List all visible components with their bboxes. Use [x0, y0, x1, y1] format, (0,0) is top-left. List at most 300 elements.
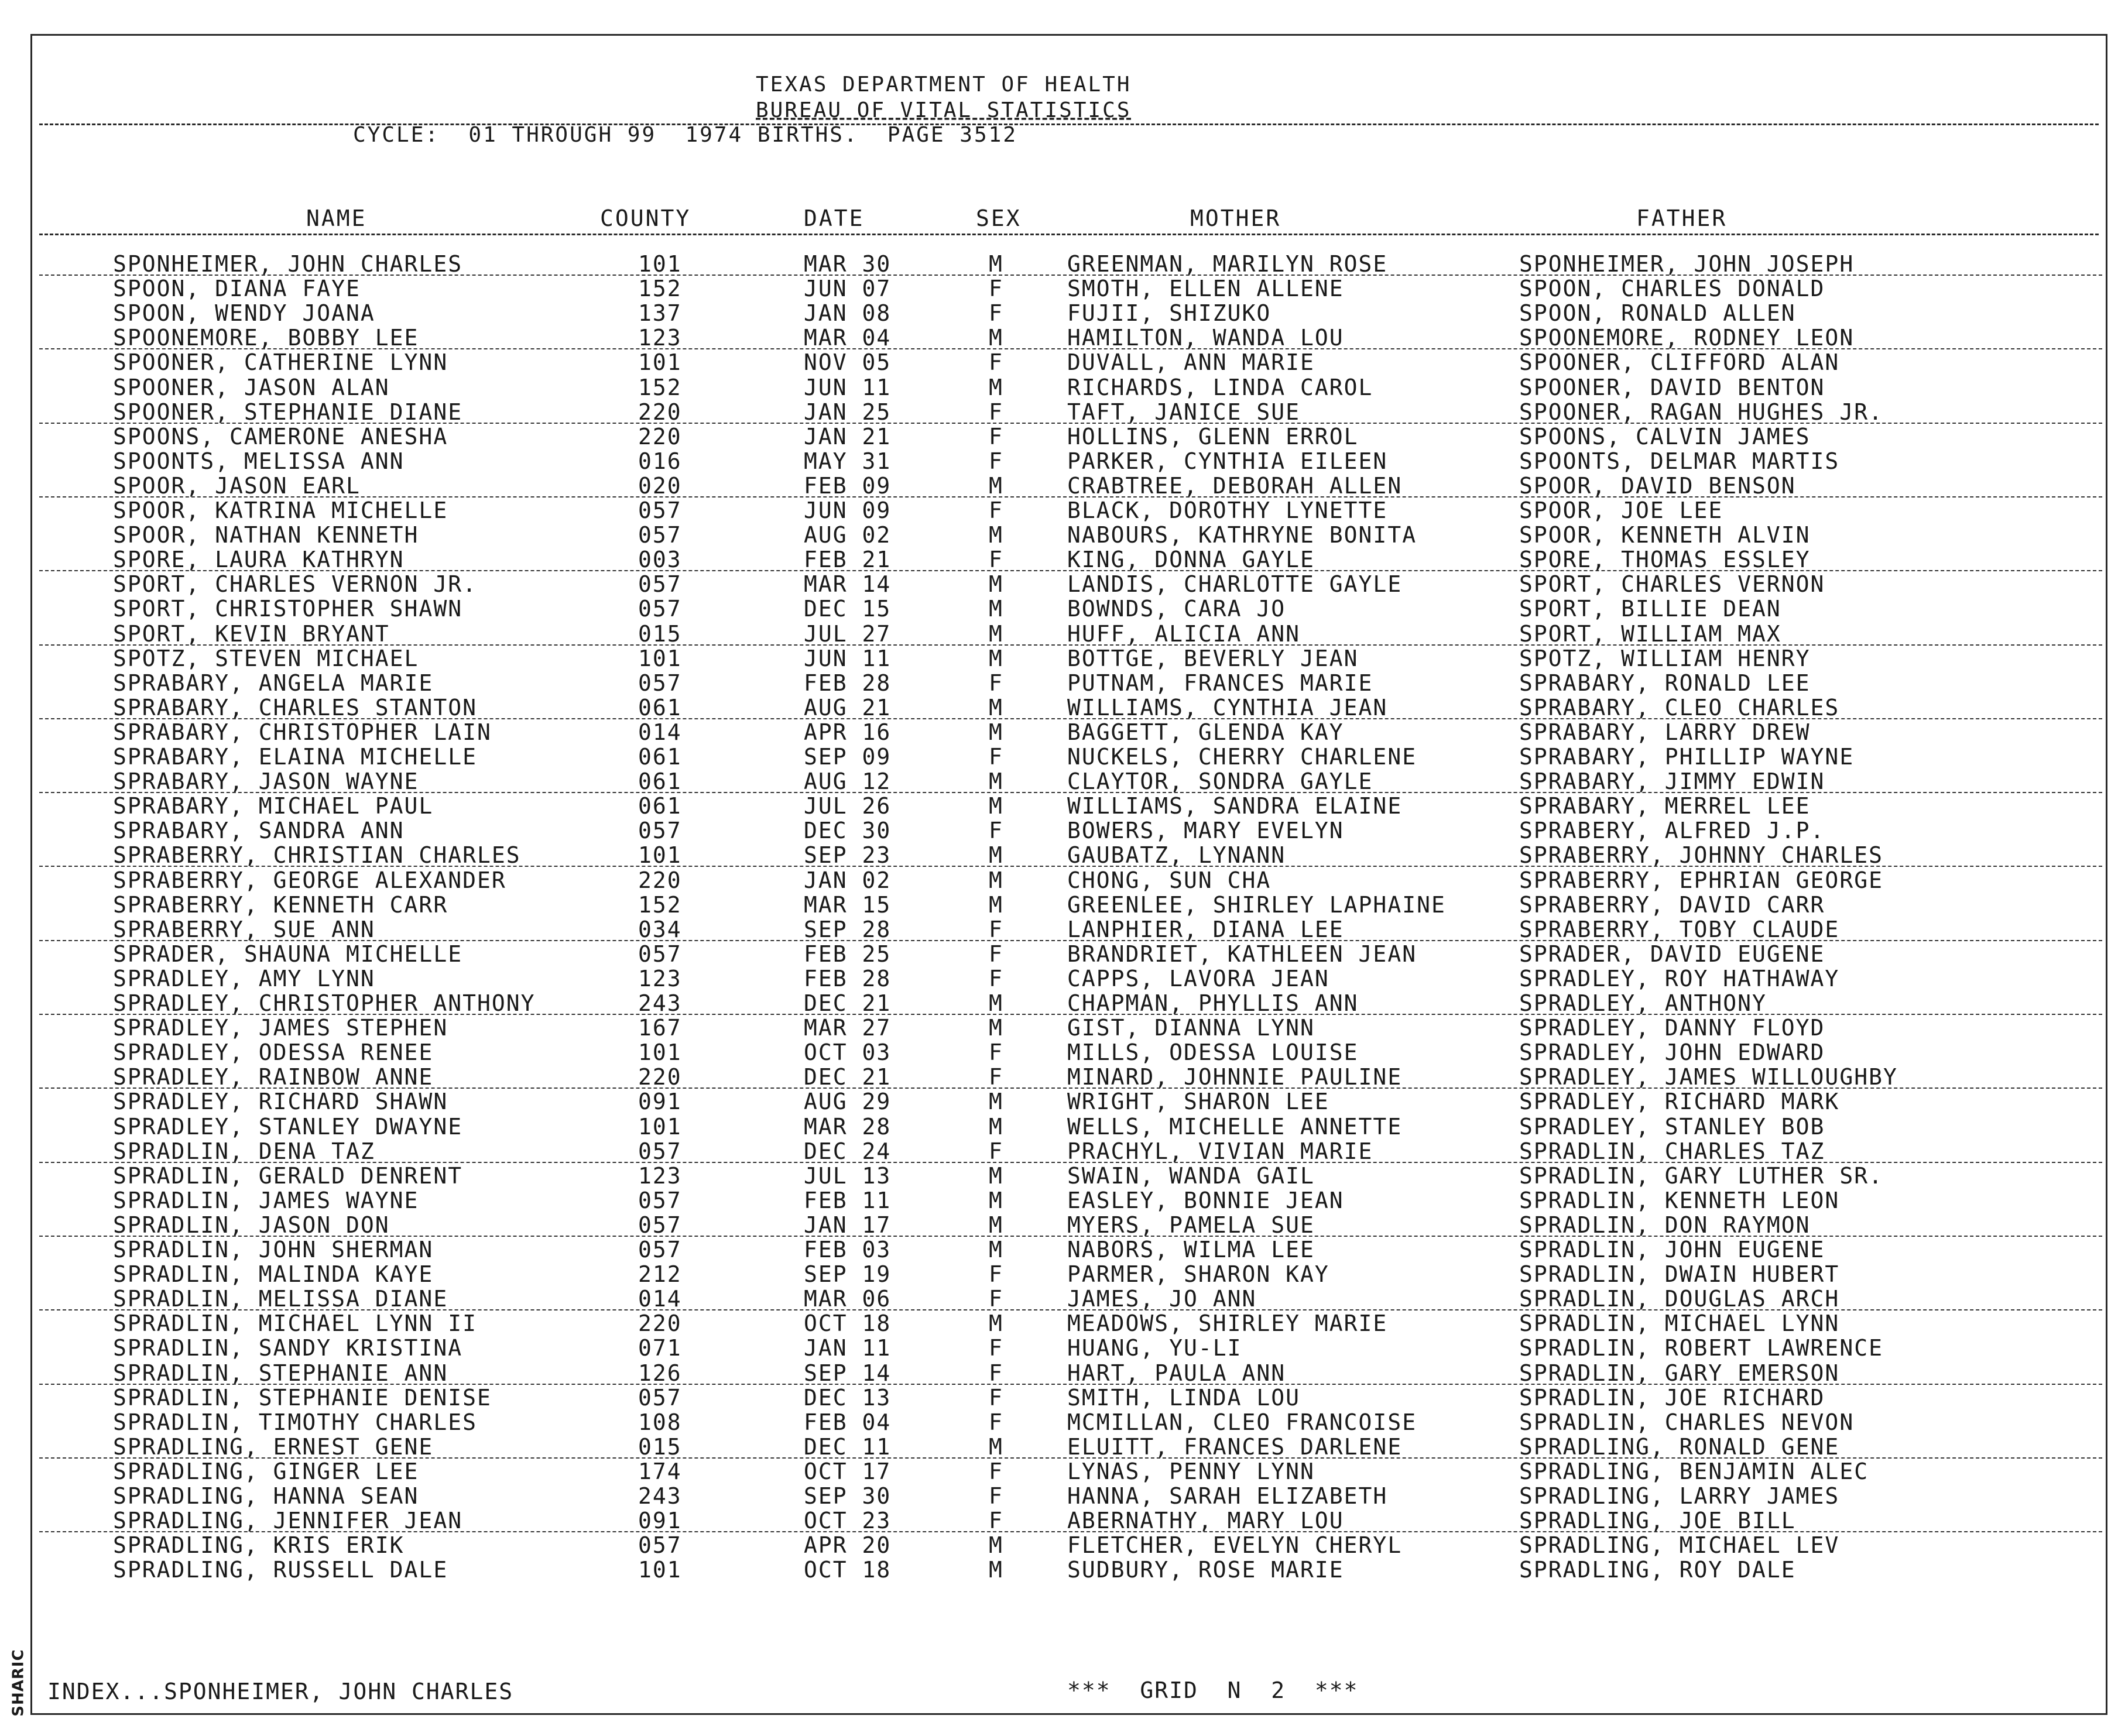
record-name: SPORT, CHRISTOPHER SHAWN	[113, 596, 463, 622]
record-county: 057	[638, 670, 682, 696]
record-mother: MEADOWS, SHIRLEY MARIE	[1067, 1310, 1388, 1337]
record-name: SPOTZ, STEVEN MICHAEL	[113, 645, 419, 671]
side-label-text: SHARIC	[9, 1649, 28, 1717]
record-father: SPRADLEY, ROY HATHAWAY	[1519, 965, 1840, 991]
record-name: SPRABERRY, KENNETH CARR	[113, 891, 448, 918]
table-row	[32, 696, 2109, 721]
record-sex: F	[989, 916, 1003, 942]
table-row	[32, 918, 2109, 942]
record-mother: EASLEY, BONNIE JEAN	[1067, 1187, 1344, 1213]
record-father: SPRADLEY, STANLEY BOB	[1519, 1113, 1825, 1140]
record-sex: F	[989, 670, 1003, 696]
record-father: SPRADLIN, KENNETH LEON	[1519, 1187, 1840, 1213]
record-county: 057	[638, 1212, 682, 1238]
record-date: FEB 04	[804, 1409, 892, 1435]
record-mother: ABERNATHY, MARY LOU	[1067, 1508, 1344, 1534]
record-father: SPRADLEY, JOHN EDWARD	[1519, 1039, 1825, 1066]
table-row	[32, 376, 2109, 400]
record-date: DEC 24	[804, 1138, 892, 1164]
record-mother: LYNAS, PENNY LYNN	[1067, 1458, 1315, 1484]
record-date: OCT 18	[804, 1310, 892, 1337]
record-name: SPRABARY, ELAINA MICHELLE	[113, 744, 477, 770]
record-father: SPRADLING, BENJAMIN ALEC	[1519, 1458, 1869, 1484]
record-name: SPRADLING, KRIS ERIK	[113, 1532, 405, 1559]
record-date: DEC 30	[804, 818, 892, 844]
record-county: 137	[638, 300, 682, 327]
record-county: 015	[638, 1433, 682, 1460]
record-sex: M	[989, 1557, 1003, 1583]
record-date: JUL 26	[804, 793, 892, 819]
record-date: FEB 11	[804, 1187, 892, 1213]
table-row	[32, 474, 2109, 499]
record-mother: NUCKELS, CHERRY CHARLENE	[1067, 744, 1417, 770]
record-father: SPRADLIN, JOHN EUGENE	[1519, 1237, 1825, 1262]
record-father: SPRADLING, ROY DALE	[1519, 1557, 1796, 1583]
record-county: 061	[638, 694, 682, 721]
record-county: 101	[638, 1557, 682, 1583]
record-date: MAR 06	[804, 1286, 892, 1312]
record-sex: F	[989, 1335, 1003, 1361]
record-county: 152	[638, 374, 682, 400]
record-date: JAN 02	[804, 867, 892, 893]
table-row	[32, 1386, 2109, 1411]
record-mother: WILLIAMS, SANDRA ELAINE	[1067, 793, 1403, 819]
record-mother: MINARD, JOHNNIE PAULINE	[1067, 1064, 1403, 1090]
record-sex: M	[989, 1237, 1003, 1262]
record-father: SPOOR, DAVID BENSON	[1519, 472, 1796, 499]
table-row	[32, 1238, 2109, 1262]
record-date: JAN 25	[804, 399, 892, 425]
record-county: 016	[638, 448, 682, 474]
record-sex: M	[989, 990, 1003, 1016]
record-father: SPRABERRY, EPHRIAN GEORGE	[1519, 867, 1883, 893]
table-row	[32, 843, 2109, 868]
table-row	[32, 745, 2109, 770]
record-name: SPRADLING, HANNA SEAN	[113, 1483, 419, 1509]
table-row	[32, 991, 2109, 1016]
record-father: SPRADLING, RONALD GENE	[1519, 1433, 1840, 1460]
record-father: SPRADLIN, JOE RICHARD	[1519, 1384, 1825, 1411]
table-row	[32, 572, 2109, 597]
table-row	[32, 1016, 2109, 1041]
record-mother: WELLS, MICHELLE ANNETTE	[1067, 1113, 1403, 1140]
record-sex: F	[989, 941, 1003, 967]
record-date: SEP 09	[804, 744, 892, 770]
record-date: MAR 14	[804, 571, 892, 598]
record-sex: M	[989, 1015, 1003, 1041]
record-sex: F	[989, 423, 1003, 450]
record-mother: LANPHIER, DIANA LEE	[1067, 916, 1344, 942]
record-father: SPORT, WILLIAM MAX	[1519, 620, 1781, 647]
record-sex: F	[989, 1286, 1003, 1312]
record-name: SPOON, WENDY JOANA	[113, 300, 375, 327]
table-row	[32, 647, 2109, 671]
record-sex: F	[989, 498, 1003, 523]
record-mother: HART, PAULA ANN	[1067, 1360, 1286, 1386]
record-mother: CHAPMAN, PHYLLIS ANN	[1067, 990, 1359, 1016]
record-father: SPOOR, JOE LEE	[1519, 498, 1723, 523]
record-father: SPRABARY, RONALD LEE	[1519, 670, 1811, 696]
table-row	[32, 523, 2109, 548]
record-mother: HOLLINS, GLENN ERROL	[1067, 423, 1359, 450]
record-father: SPRABARY, JIMMY EDWIN	[1519, 768, 1825, 795]
record-name: SPORT, CHARLES VERNON JR.	[113, 571, 477, 598]
record-name: SPORE, LAURA KATHRYN	[113, 547, 405, 573]
table-row	[32, 1312, 2109, 1336]
record-county: 057	[638, 1384, 682, 1411]
column-header-name: NAME	[306, 205, 367, 231]
record-father: SPRABERRY, DAVID CARR	[1519, 891, 1825, 918]
record-father: SPRADLIN, DON RAYMON	[1519, 1212, 1811, 1238]
record-mother: BOWERS, MARY EVELYN	[1067, 818, 1344, 844]
record-mother: CRABTREE, DEBORAH ALLEN	[1067, 472, 1403, 499]
record-date: JUN 07	[804, 276, 892, 302]
record-date: JUN 11	[804, 374, 892, 400]
record-date: SEP 14	[804, 1360, 892, 1386]
table-row	[32, 671, 2109, 696]
record-name: SPOONER, JASON ALAN	[113, 374, 390, 400]
table-row	[32, 819, 2109, 843]
record-sex: M	[989, 645, 1003, 671]
record-sex: F	[989, 1064, 1003, 1090]
record-mother: JAMES, JO ANN	[1067, 1286, 1257, 1312]
table-row	[32, 548, 2109, 572]
record-date: JAN 17	[804, 1212, 892, 1238]
grid-footer: *** GRID N 2 ***	[1067, 1677, 1359, 1703]
record-date: SEP 23	[804, 842, 892, 869]
record-mother: WILLIAMS, CYNTHIA JEAN	[1067, 694, 1388, 721]
record-county: 220	[638, 423, 682, 450]
record-county: 057	[638, 818, 682, 844]
record-name: SPRABERRY, SUE ANN	[113, 916, 375, 942]
record-county: 101	[638, 1039, 682, 1066]
record-county: 061	[638, 768, 682, 795]
record-father: SPRADLING, LARRY JAMES	[1519, 1483, 1840, 1509]
record-county: 243	[638, 1483, 682, 1509]
record-father: SPRADLIN, DOUGLAS ARCH	[1519, 1286, 1840, 1312]
record-mother: HANNA, SARAH ELIZABETH	[1067, 1483, 1388, 1509]
record-date: OCT 18	[804, 1557, 892, 1583]
record-county: 057	[638, 1187, 682, 1213]
record-county: 057	[638, 1237, 682, 1262]
record-county: 034	[638, 916, 682, 942]
record-county: 071	[638, 1335, 682, 1361]
record-name: SPRADLING, JENNIFER JEAN	[113, 1508, 463, 1534]
cycle-line: CYCLE: 01 THROUGH 99 1974 BIRTHS. PAGE 3512	[353, 123, 1017, 147]
record-mother: PUTNAM, FRANCES MARIE	[1067, 670, 1373, 696]
agency-title: TEXAS DEPARTMENT OF HEALTH	[756, 73, 1132, 97]
record-date: MAR 04	[804, 325, 892, 351]
record-name: SPRADLEY, AMY LYNN	[113, 965, 375, 991]
table-row	[32, 869, 2109, 893]
table-row	[32, 1509, 2109, 1533]
record-date: JAN 08	[804, 300, 892, 327]
table-row	[32, 1041, 2109, 1065]
record-mother: HUFF, ALICIA ANN	[1067, 620, 1301, 647]
record-date: MAR 30	[804, 251, 892, 277]
column-header-father: FATHER	[1636, 205, 1728, 231]
record-father: SPRABERY, ALFRED J.P.	[1519, 818, 1825, 844]
record-father: SPOONER, CLIFFORD ALAN	[1519, 349, 1840, 376]
record-father: SPRADLIN, GARY EMERSON	[1519, 1360, 1840, 1386]
record-mother: CAPPS, LAVORA JEAN	[1067, 965, 1329, 991]
record-name: SPRADLING, GINGER LEE	[113, 1458, 419, 1484]
record-name: SPRADLEY, STANLEY DWAYNE	[113, 1113, 463, 1140]
record-sex: M	[989, 620, 1003, 647]
column-header-date: DATE	[804, 205, 865, 231]
record-name: SPRADLIN, MICHAEL LYNN II	[113, 1310, 477, 1337]
record-date: MAR 15	[804, 891, 892, 918]
table-row	[32, 400, 2109, 425]
record-name: SPORT, KEVIN BRYANT	[113, 620, 390, 647]
record-mother: GIST, DIANNA LYNN	[1067, 1015, 1315, 1041]
table-row	[32, 1435, 2109, 1460]
record-name: SPRADLIN, SANDY KRISTINA	[113, 1335, 463, 1361]
record-date: DEC 11	[804, 1433, 892, 1460]
record-sex: F	[989, 1409, 1003, 1435]
record-county: 101	[638, 842, 682, 869]
record-date: AUG 02	[804, 522, 892, 548]
record-county: 003	[638, 547, 682, 573]
record-mother: BOWNDS, CARA JO	[1067, 596, 1286, 622]
record-date: OCT 03	[804, 1039, 892, 1066]
table-row	[32, 1065, 2109, 1090]
record-date: JAN 21	[804, 423, 892, 450]
side-label	[2, 1651, 26, 1715]
table-row	[32, 1164, 2109, 1189]
record-name: SPOONER, CATHERINE LYNN	[113, 349, 448, 376]
record-county: 212	[638, 1261, 682, 1288]
record-mother: GREENLEE, SHIRLEY LAPHAINE	[1067, 891, 1446, 918]
record-county: 057	[638, 571, 682, 598]
record-name: SPRABARY, SANDRA ANN	[113, 818, 405, 844]
record-sex: M	[989, 1212, 1003, 1238]
record-name: SPRADLIN, MELISSA DIANE	[113, 1286, 448, 1312]
record-sex: M	[989, 571, 1003, 598]
record-county: 243	[638, 990, 682, 1016]
record-mother: GREENMAN, MARILYN ROSE	[1067, 251, 1388, 277]
record-father: SPRADLING, JOE BILL	[1519, 1508, 1796, 1534]
record-date: DEC 15	[804, 596, 892, 622]
record-sex: F	[989, 276, 1003, 302]
record-county: 015	[638, 620, 682, 647]
record-name: SPRADLIN, STEPHANIE DENISE	[113, 1384, 492, 1411]
record-sex: M	[989, 1532, 1003, 1559]
record-sex: F	[989, 448, 1003, 474]
record-county: 126	[638, 1360, 682, 1386]
record-father: SPOON, CHARLES DONALD	[1519, 276, 1825, 302]
record-sex: M	[989, 596, 1003, 622]
record-father: SPRADLIN, MICHAEL LYNN	[1519, 1310, 1840, 1337]
record-sex: M	[989, 842, 1003, 869]
record-date: APR 16	[804, 719, 892, 745]
record-name: SPOON, DIANA FAYE	[113, 276, 361, 302]
record-date: JUL 27	[804, 620, 892, 647]
record-name: SPRADLIN, DENA TAZ	[113, 1138, 375, 1164]
record-mother: WRIGHT, SHARON LEE	[1067, 1089, 1329, 1115]
record-sex: F	[989, 1138, 1003, 1164]
record-name: SPOONER, STEPHANIE DIANE	[113, 399, 463, 425]
table-row	[32, 967, 2109, 991]
record-sex: M	[989, 867, 1003, 893]
record-county: 061	[638, 744, 682, 770]
record-county: 152	[638, 891, 682, 918]
record-mother: MCMILLAN, CLEO FRANCOISE	[1067, 1409, 1417, 1435]
record-date: DEC 13	[804, 1384, 892, 1411]
record-sex: M	[989, 251, 1003, 277]
table-row	[32, 721, 2109, 745]
record-name: SPRABARY, CHRISTOPHER LAIN	[113, 719, 492, 745]
record-mother: SMITH, LINDA LOU	[1067, 1384, 1301, 1411]
record-date: DEC 21	[804, 990, 892, 1016]
record-sex: M	[989, 522, 1003, 548]
record-county: 167	[638, 1015, 682, 1041]
record-sheet	[30, 34, 2107, 1715]
record-county: 057	[638, 1532, 682, 1559]
record-mother: BAGGETT, GLENDA KAY	[1067, 719, 1344, 745]
table-row	[32, 499, 2109, 523]
record-county: 101	[638, 251, 682, 277]
record-date: FEB 25	[804, 941, 892, 967]
record-county: 101	[638, 349, 682, 376]
record-county: 220	[638, 867, 682, 893]
record-mother: FLETCHER, EVELYN CHERYL	[1067, 1532, 1403, 1559]
record-mother: KING, DONNA GAYLE	[1067, 547, 1315, 573]
record-date: FEB 28	[804, 965, 892, 991]
record-date: FEB 21	[804, 547, 892, 573]
record-county: 101	[638, 1113, 682, 1140]
record-sex: M	[989, 694, 1003, 721]
table-row	[32, 1213, 2109, 1238]
record-name: SPRADLIN, TIMOTHY CHARLES	[113, 1409, 477, 1435]
record-mother: BOTTGE, BEVERLY JEAN	[1067, 645, 1359, 671]
record-county: 123	[638, 965, 682, 991]
record-name: SPOONEMORE, BOBBY LEE	[113, 325, 419, 351]
table-row	[32, 893, 2109, 918]
record-name: SPRADER, SHAUNA MICHELLE	[113, 941, 463, 967]
column-header-county: COUNTY	[600, 205, 691, 231]
record-date: AUG 12	[804, 768, 892, 795]
record-date: AUG 21	[804, 694, 892, 721]
record-date: SEP 28	[804, 916, 892, 942]
table-row	[32, 1484, 2109, 1509]
record-county: 020	[638, 472, 682, 499]
record-mother: RICHARDS, LINDA CAROL	[1067, 374, 1373, 400]
record-father: SPOONER, RAGAN HUGHES JR.	[1519, 399, 1883, 425]
record-father: SPRADLEY, ANTHONY	[1519, 990, 1767, 1016]
record-county: 057	[638, 522, 682, 548]
record-father: SPRADER, DAVID EUGENE	[1519, 941, 1825, 967]
record-mother: HAMILTON, WANDA LOU	[1067, 325, 1344, 351]
record-name: SPRABERRY, GEORGE ALEXANDER	[113, 867, 506, 893]
record-county: 123	[638, 325, 682, 351]
record-sex: M	[989, 719, 1003, 745]
record-county: 101	[638, 645, 682, 671]
record-county: 014	[638, 719, 682, 745]
record-name: SPRABARY, JASON WAYNE	[113, 768, 419, 795]
record-mother: ELUITT, FRANCES DARLENE	[1067, 1433, 1403, 1460]
record-mother: CLAYTOR, SONDRA GAYLE	[1067, 768, 1373, 795]
record-mother: FUJII, SHIZUKO	[1067, 300, 1272, 327]
record-date: AUG 29	[804, 1089, 892, 1115]
record-sex: M	[989, 374, 1003, 400]
table-row	[32, 277, 2109, 301]
table-row	[32, 1361, 2109, 1386]
record-date: JUL 13	[804, 1162, 892, 1189]
record-mother: TAFT, JANICE SUE	[1067, 399, 1301, 425]
record-date: OCT 23	[804, 1508, 892, 1534]
record-father: SPRABERRY, TOBY CLAUDE	[1519, 916, 1840, 942]
record-father: SPONHEIMER, JOHN JOSEPH	[1519, 251, 1855, 277]
table-row	[32, 326, 2109, 351]
record-county: 057	[638, 596, 682, 622]
column-header-sex: SEX	[976, 205, 1022, 231]
record-father: SPRABARY, LARRY DREW	[1519, 719, 1811, 745]
record-name: SPRADLIN, STEPHANIE ANN	[113, 1360, 448, 1386]
record-father: SPRADLIN, DWAIN HUBERT	[1519, 1261, 1840, 1288]
table-row	[32, 1189, 2109, 1213]
record-mother: SUDBURY, ROSE MARIE	[1067, 1557, 1344, 1583]
record-county: 123	[638, 1162, 682, 1189]
record-father: SPRADLIN, CHARLES NEVON	[1519, 1409, 1855, 1435]
record-name: SPRADLEY, RICHARD SHAWN	[113, 1089, 448, 1115]
record-father: SPRABARY, CLEO CHARLES	[1519, 694, 1840, 721]
record-sex: F	[989, 1508, 1003, 1534]
record-mother: DUVALL, ANN MARIE	[1067, 349, 1315, 376]
record-date: SEP 30	[804, 1483, 892, 1509]
record-name: SPRADLEY, CHRISTOPHER ANTHONY	[113, 990, 536, 1016]
record-sex: F	[989, 1458, 1003, 1484]
table-row	[32, 1460, 2109, 1484]
record-date: MAR 28	[804, 1113, 892, 1140]
column-header-mother: MOTHER	[1190, 205, 1281, 231]
record-sex: F	[989, 744, 1003, 770]
record-sex: F	[989, 1384, 1003, 1411]
record-sex: M	[989, 472, 1003, 499]
record-father: SPORE, THOMAS ESSLEY	[1519, 547, 1811, 573]
record-sex: F	[989, 1483, 1003, 1509]
record-mother: BLACK, DOROTHY LYNETTE	[1067, 498, 1388, 523]
record-county: 220	[638, 1310, 682, 1337]
record-sex: M	[989, 1433, 1003, 1460]
record-father: SPOONTS, DELMAR MARTIS	[1519, 448, 1840, 474]
table-row	[32, 1287, 2109, 1312]
record-mother: LANDIS, CHARLOTTE GAYLE	[1067, 571, 1403, 598]
record-mother: NABOURS, KATHRYNE BONITA	[1067, 522, 1417, 548]
table-row	[32, 1090, 2109, 1114]
record-father: SPOONS, CALVIN JAMES	[1519, 423, 1811, 450]
record-mother: PARMER, SHARON KAY	[1067, 1261, 1329, 1288]
record-father: SPORT, BILLIE DEAN	[1519, 596, 1781, 622]
record-sex: F	[989, 300, 1003, 327]
record-date: APR 20	[804, 1532, 892, 1559]
record-name: SPOOR, NATHAN KENNETH	[113, 522, 419, 548]
record-name: SPRADLIN, JAMES WAYNE	[113, 1187, 419, 1213]
record-name: SPRADLIN, MALINDA KAYE	[113, 1261, 434, 1288]
record-name: SPRADLIN, JASON DON	[113, 1212, 390, 1238]
header-rule	[39, 123, 2099, 125]
record-name: SPRADLING, ERNEST GENE	[113, 1433, 434, 1460]
record-father: SPRABERRY, JOHNNY CHARLES	[1519, 842, 1883, 869]
record-name: SPRABERRY, CHRISTIAN CHARLES	[113, 842, 521, 869]
record-date: SEP 19	[804, 1261, 892, 1288]
table-row	[32, 794, 2109, 819]
table-row	[32, 252, 2109, 277]
table-row	[32, 597, 2109, 622]
table-row	[32, 1533, 2109, 1558]
table-row	[32, 425, 2109, 450]
record-father: SPRABARY, MERREL LEE	[1519, 793, 1811, 819]
